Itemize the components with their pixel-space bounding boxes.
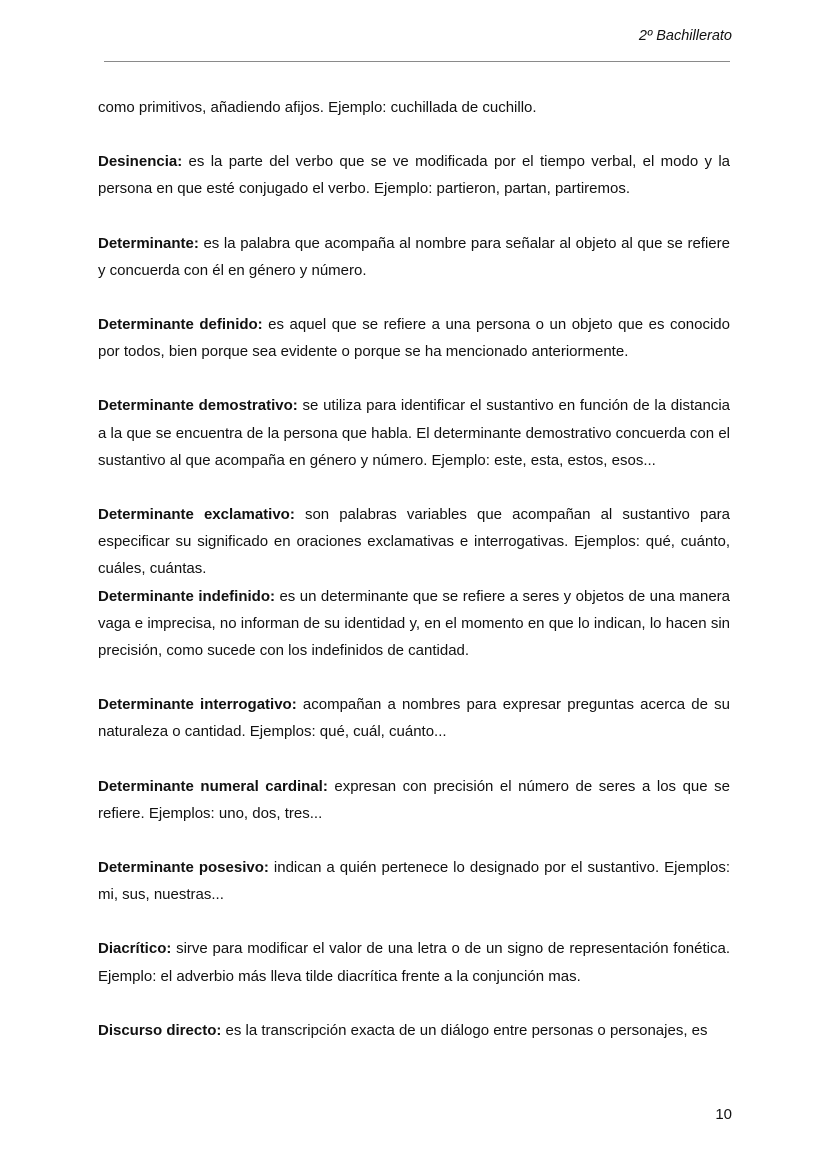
glossary-term: Discurso directo: — [98, 1021, 222, 1039]
glossary-definition: es aquel que se refiere a una persona o un objeto que es conocido por todos, bien porque sea evidente o porque se ha mencionado anteriormente. — [98, 316, 730, 361]
glossary-entry-determinante-posesivo — [98, 854, 730, 908]
header-divider — [104, 61, 730, 62]
glossary-entry-determinante-demostrativo — [98, 392, 730, 474]
glossary-definition: sirve para modificar el valor de una letra o de un signo de representación fonética. Ejemplo: el adverbio más lleva tilde diacrítica frente a la conjunción mas. — [98, 940, 730, 985]
glossary-term: Diacrítico: — [98, 940, 172, 958]
glossary-term: Determinante: — [98, 234, 199, 252]
glossary-definition: es la palabra que acompaña al nombre para señalar al objeto al que se refiere y concuerda con él en género y número. — [98, 234, 730, 279]
glossary-term: Determinante numeral cardinal: — [98, 777, 328, 795]
glossary-term: Determinante definido: — [98, 316, 263, 334]
glossary-entry-determinante-definido — [98, 311, 730, 365]
glossary-term: Determinante indefinido: — [98, 587, 275, 605]
glossary-entry-determinante — [98, 230, 730, 284]
glossary-definition: es un determinante que se refiere a seres y objetos de una manera vaga e imprecisa, no informan de su identidad y, en el momento en que lo indican, lo hacen sin precisión, como sucede con los indefinidos de cantidad. — [98, 587, 730, 660]
glossary-entry-determinante-exclamativo — [98, 501, 730, 583]
header-title: 2º Bachillerato — [638, 28, 732, 44]
glossary-term: Determinante posesivo: — [98, 859, 269, 877]
glossary-entry-determinante-interrogativo — [98, 691, 730, 745]
glossary-definition: indican a quién pertenece lo designado por el sustantivo. Ejemplos: mi, sus, nuestras... — [98, 859, 731, 904]
glossary-term: Determinante interrogativo: — [98, 696, 297, 714]
glossary-entry-desinencia — [98, 148, 730, 202]
glossary-definition: es la parte del verbo que se ve modificada por el tiempo verbal, el modo y la persona en que esté conjugado el verbo. Ejemplo: partieron, partan, partiremos. — [98, 153, 730, 198]
glossary-term: Determinante demostrativo: — [98, 397, 298, 415]
glossary-definition: se utiliza para identificar el sustantivo en función de la distancia a la que se encuentra de la persona que habla. El determinante demostrativo concuerda con el sustantivo al que acompaña en género y número. Ejemplo: este, esta, estos, esos... — [98, 397, 730, 469]
glossary-definition: es la transcripción exacta de un diálogo entre personas o personajes, es — [221, 1021, 708, 1039]
glossary-definition: expresan con precisión el número de seres a los que se refiere. Ejemplos: uno, dos, tres... — [98, 777, 730, 822]
glossary-definition: son palabras variables que acompañan al sustantivo para especificar su significado en oraciones exclamativas e interrogativas. Ejemplos: qué, cuánto, cuáles, cuántas. — [98, 506, 731, 578]
glossary-term: Desinencia: — [98, 153, 183, 171]
paragraph-text: como primitivos, añadiendo afijos. Ejemplo: cuchillada de cuchillo. — [98, 99, 537, 116]
glossary-entry-determinante-numeral-cardinal — [98, 773, 730, 827]
document-body — [98, 94, 730, 1071]
paragraph-primitivos — [98, 94, 730, 121]
page-number: 10 — [715, 1106, 732, 1123]
glossary-entry-determinante-indefinido — [98, 583, 730, 665]
glossary-entry-discurso-directo — [98, 1017, 730, 1044]
glossary-entry-diacritico — [98, 935, 730, 989]
glossary-definition: acompañan a nombres para expresar preguntas acerca de su naturaleza o cantidad. Ejemplos: qué, cuál, cuánto... — [98, 696, 731, 741]
glossary-term: Determinante exclamativo: — [98, 506, 295, 524]
